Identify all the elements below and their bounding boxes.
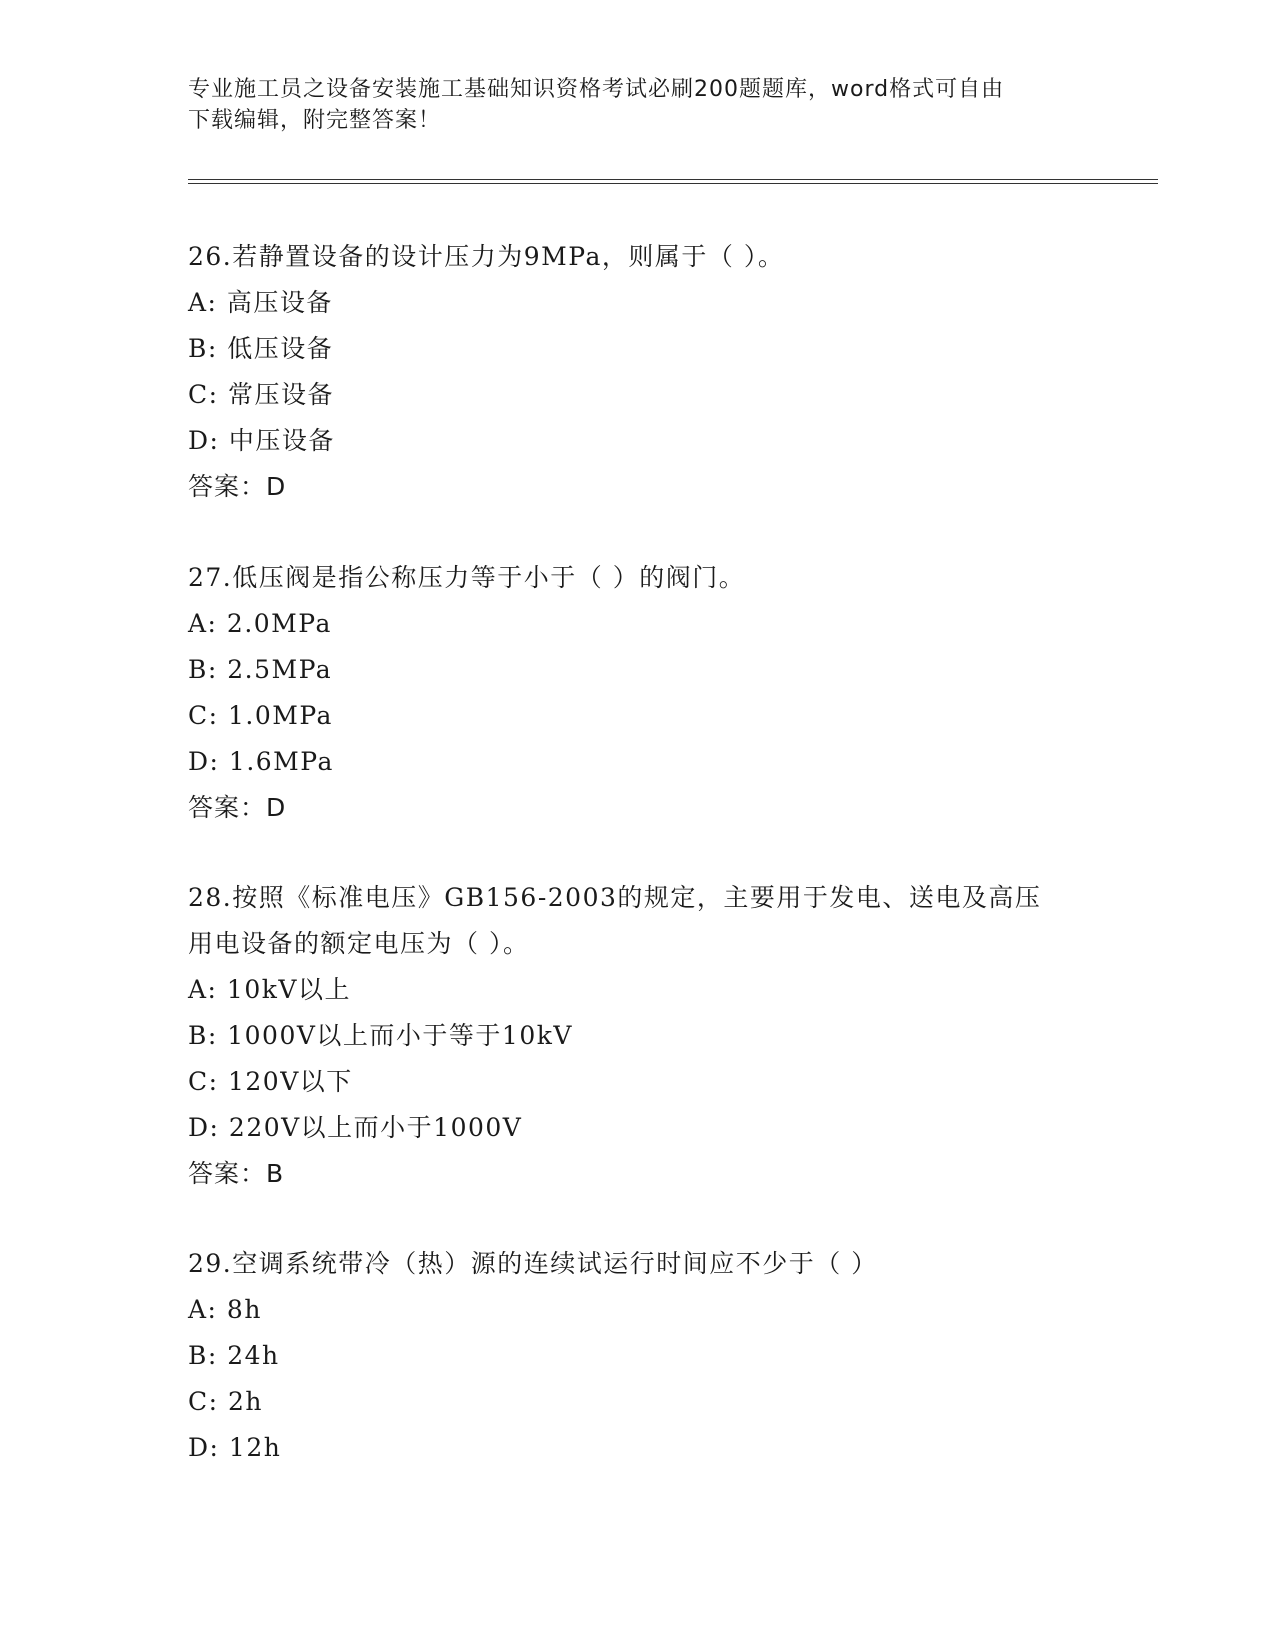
option-a: A: 2.0MPa bbox=[188, 609, 332, 638]
document-header bbox=[188, 74, 1088, 136]
question-stem: 27.低压阀是指公称压力等于小于（ ）的阀门。 bbox=[188, 563, 746, 592]
question-26 bbox=[188, 234, 1088, 510]
option-c: C: 2h bbox=[188, 1387, 264, 1416]
question-stem-line-1: 28.按照《标准电压》GB156-2003的规定，主要用于发电、送电及高压 bbox=[188, 883, 1042, 912]
option-d: D: 220V以上而小于1000V bbox=[188, 1113, 523, 1142]
option-c: C: 常压设备 bbox=[188, 380, 334, 409]
answer: 答案：D bbox=[188, 472, 287, 501]
option-b: B: 24h bbox=[188, 1341, 280, 1370]
header-title-line-2: 下载编辑，附完整答案！ bbox=[188, 108, 442, 133]
option-b: B: 2.5MPa bbox=[188, 655, 333, 684]
answer: 答案：D bbox=[188, 793, 287, 822]
header-divider-bottom bbox=[188, 183, 1158, 184]
question-28 bbox=[188, 875, 1088, 1197]
option-a: A: 高压设备 bbox=[188, 288, 333, 317]
question-stem: 26.若静置设备的设计压力为9MPa，则属于（ ）。 bbox=[188, 242, 785, 271]
option-a: A: 8h bbox=[188, 1295, 262, 1324]
question-29 bbox=[188, 1241, 1088, 1471]
option-d: D: 1.6MPa bbox=[188, 747, 334, 776]
header-title-line-1: 专业施工员之设备安装施工基础知识资格考试必刷200题题库，word格式可自由 bbox=[188, 77, 1005, 102]
option-c: C: 1.0MPa bbox=[188, 701, 333, 730]
option-b: B: 1000V以上而小于等于10kV bbox=[188, 1021, 573, 1050]
question-stem-line-2: 用电设备的额定电压为（ ）。 bbox=[188, 929, 530, 958]
answer: 答案：B bbox=[188, 1159, 285, 1188]
question-stem: 29.空调系统带冷（热）源的连续试运行时间应不少于（ ） bbox=[188, 1249, 878, 1278]
option-d: D: 12h bbox=[188, 1433, 282, 1462]
option-a: A: 10kV以上 bbox=[188, 975, 351, 1004]
question-27 bbox=[188, 555, 1088, 831]
header-divider-top bbox=[188, 179, 1158, 180]
option-d: D: 中压设备 bbox=[188, 426, 335, 455]
option-c: C: 120V以下 bbox=[188, 1067, 353, 1096]
option-b: B: 低压设备 bbox=[188, 334, 334, 363]
